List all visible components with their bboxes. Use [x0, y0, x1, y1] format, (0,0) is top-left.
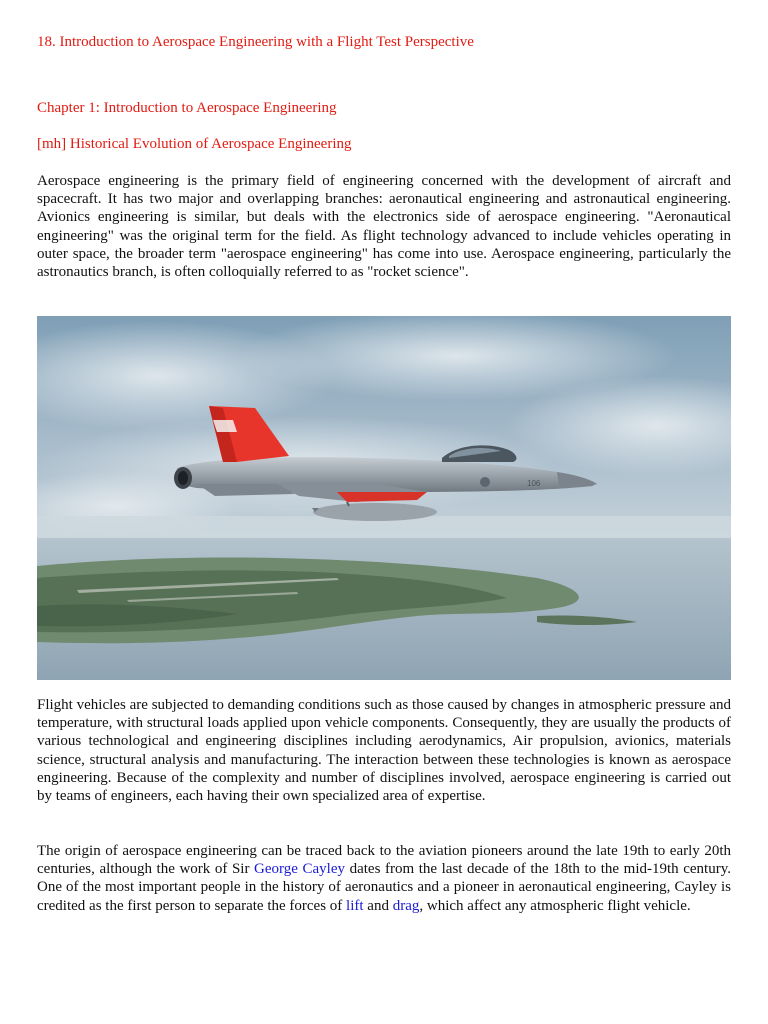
link-lift[interactable]: lift — [346, 897, 364, 914]
paragraph-origin-text-1: The origin of aerospace engineering can be traced back to the aviation pioneers around the late 19th to early 20th centuries, although the work of Sir — [37, 843, 731, 878]
jet-aircraft-photo — [37, 316, 731, 680]
paragraph-origin-text-2: dates from the last decade of the 18th to the mid-19th century. One of the most important people in the history of aeronautics and a pioneer in aeronautical engineering, Cayley is credited as the first person to separate the forces of — [37, 861, 731, 914]
link-george-cayley[interactable]: George Cayley — [254, 861, 345, 878]
aircraft-number: 106 — [527, 479, 541, 488]
jet-aircraft-illustration — [37, 316, 731, 680]
paragraph-intro: Aerospace engineering is the primary field of engineering concerned with the development of aircraft and spacecraft. It has two major and overlapping branches: aeronautical engineering and astronautical engineering. Avionics engineering is similar, but deals with the electronics side of aerospace engineering. "Aeronautical engineering" was the original term for the field. As flight technology advanced to include vehicles operating in outer space, the broader term "aerospace engineering" has come into use. Aerospace engineering, particularly the astronautics branch, is often colloquially referred to as "rocket science". — [37, 173, 731, 281]
link-drag[interactable]: drag — [392, 897, 420, 914]
paragraph-origin-text-4: , which affect any atmospheric flight vehicle. — [419, 897, 691, 914]
chapter-heading: Chapter 1: Introduction to Aerospace Engineering — [37, 100, 337, 116]
section-heading: [mh] Historical Evolution of Aerospace Engineering — [37, 136, 352, 152]
paragraph-origin-text-3: and — [363, 897, 393, 914]
document-title: 18. Introduction to Aerospace Engineering with a Flight Test Perspective — [37, 34, 474, 50]
paragraph-flight-vehicles: Flight vehicles are subjected to demanding conditions such as those caused by changes in atmospheric pressure and temperature, with structural loads applied upon vehicle components. Consequently, they are usually the products of various technological and engineering disciplines including aerodynamics, Air propulsion, avionics, materials science, structural analysis and manufacturing. The interaction between these technologies is known as aerospace engineering. Because of the complexity and number of disciplines involved, aerospace engineering is carried out by teams of engineers, each having their own specialized area of expertise. — [37, 697, 731, 805]
paragraph-origin — [37, 842, 731, 915]
